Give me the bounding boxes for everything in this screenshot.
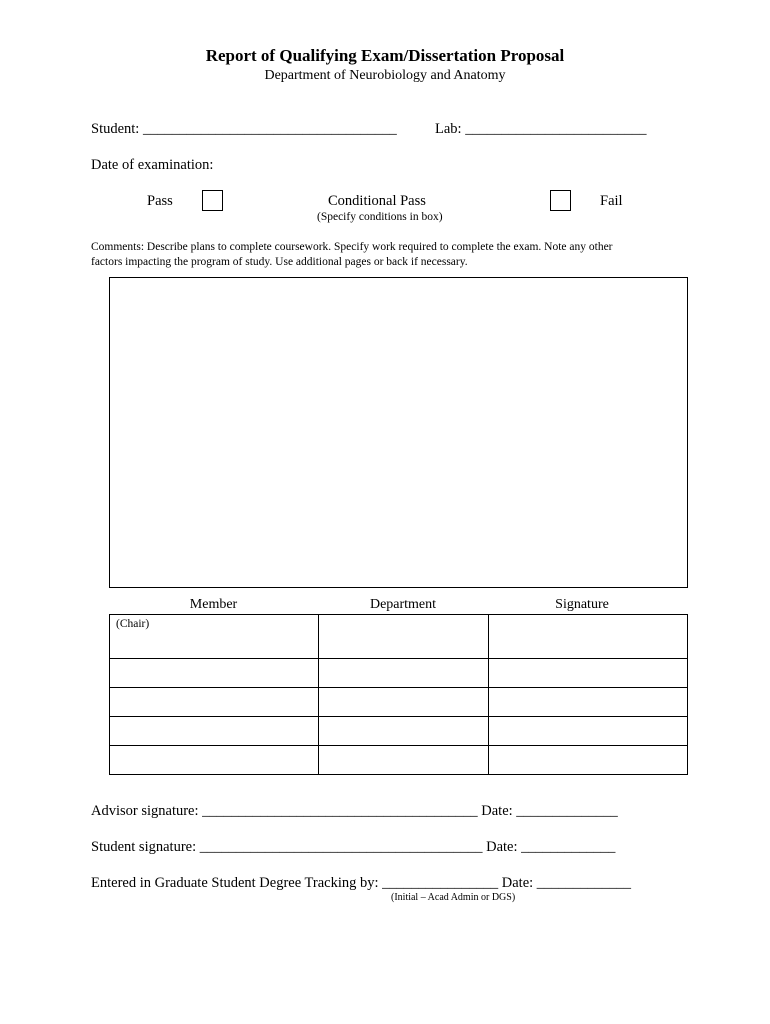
signature-column-header: Signature [555,597,609,612]
form-title: Report of Qualifying Exam/Dissertation Proposal [205,46,565,65]
fail-label: Fail [600,193,623,209]
table-row [110,615,688,659]
signature-cell[interactable] [489,615,688,659]
lab-field[interactable]: Lab: _________________________ [435,121,647,137]
signature-cell[interactable] [489,659,688,688]
comments-box[interactable] [109,277,688,588]
department-cell[interactable] [319,659,489,688]
conditional-pass-label: Conditional Pass [328,193,426,209]
signature-cell[interactable] [489,746,688,775]
table-row [110,688,688,717]
pass-checkbox[interactable] [202,190,223,211]
department-cell[interactable] [319,688,489,717]
member-cell[interactable] [110,717,319,746]
department-column-header: Department [369,597,437,612]
student-field[interactable]: Student: ___________________________________ [91,121,397,137]
table-row [110,659,688,688]
tracking-entry-line[interactable]: Entered in Graduate Student Degree Tracking by: ________________ Date: _____________ [91,875,632,891]
conditional-pass-checkbox[interactable] [550,190,571,211]
department-name: Department of Neurobiology and Anatomy [264,68,506,83]
department-cell[interactable] [319,746,489,775]
table-row [110,717,688,746]
advisor-signature-line[interactable]: Advisor signature: ______________________________________ Date: ______________ [91,803,618,819]
comments-instructions-line1: Comments: Describe plans to complete coursework. Specify work required to complete the exam. Note any other [91,241,613,253]
member-cell[interactable] [110,746,319,775]
member-cell[interactable] [110,688,319,717]
member-column-header: Member [189,597,238,612]
department-cell[interactable] [319,717,489,746]
pass-label: Pass [147,193,173,209]
chair-label: (Chair) [116,618,150,630]
exam-date-label: Date of examination: [91,157,214,173]
department-cell[interactable] [319,615,489,659]
member-cell[interactable] [110,659,319,688]
signature-cell[interactable] [489,688,688,717]
student-signature-line[interactable]: Student signature: _______________________________________ Date: _____________ [91,839,616,855]
tracking-note: (Initial – Acad Admin or DGS) [391,892,516,903]
table-row [110,746,688,775]
signature-cell[interactable] [489,717,688,746]
committee-table [109,614,688,775]
comments-instructions-line2: factors impacting the program of study. Use additional pages or back if necessary. [91,256,468,268]
member-cell[interactable] [110,615,319,659]
conditional-pass-note: (Specify conditions in box) [317,211,443,223]
